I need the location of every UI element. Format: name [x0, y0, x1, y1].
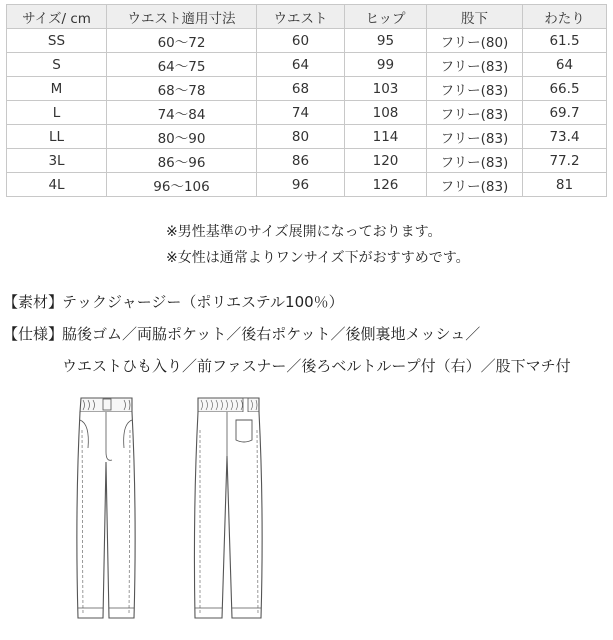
cell-hip: 103 [345, 77, 427, 101]
spec-label: 【仕様】 [3, 325, 64, 343]
cell-waist: 68 [257, 77, 345, 101]
table-row [7, 173, 607, 197]
cell-size: M [7, 77, 107, 101]
header-waist: ウエスト [257, 5, 345, 29]
table-row [7, 125, 607, 149]
cell-hip: 95 [345, 29, 427, 53]
cell-waist-range: 96〜106 [107, 173, 257, 197]
cell-inseam: フリー(83) [427, 125, 523, 149]
spec-text-1: 脇後ゴム／両脇ポケット／後右ポケット／後側裏地メッシュ／ [62, 325, 481, 343]
cell-waist: 64 [257, 53, 345, 77]
spec-line-1 [3, 323, 480, 344]
header-inseam: 股下 [427, 5, 523, 29]
size-table [6, 4, 607, 197]
cell-inseam: フリー(83) [427, 149, 523, 173]
cell-size: LL [7, 125, 107, 149]
table-row [7, 53, 607, 77]
cell-waist: 96 [257, 173, 345, 197]
cell-hip: 126 [345, 173, 427, 197]
cell-waist-range: 86〜96 [107, 149, 257, 173]
cell-inseam: フリー(83) [427, 77, 523, 101]
cell-thigh: 81 [523, 173, 607, 197]
table-row [7, 77, 607, 101]
cell-inseam: フリー(83) [427, 101, 523, 125]
cell-inseam: フリー(83) [427, 53, 523, 77]
table-body [7, 29, 607, 197]
cell-thigh: 69.7 [523, 101, 607, 125]
cell-size: 4L [7, 173, 107, 197]
pants-drawing [66, 390, 286, 630]
cell-size: SS [7, 29, 107, 53]
size-note-men: ※男性基準のサイズ展開になっております。 [166, 224, 442, 240]
cell-hip: 108 [345, 101, 427, 125]
cell-hip: 99 [345, 53, 427, 77]
material-label: 【素材】 [3, 293, 64, 311]
cell-thigh: 64 [523, 53, 607, 77]
cell-size: 3L [7, 149, 107, 173]
cell-hip: 114 [345, 125, 427, 149]
header-hip: ヒップ [345, 5, 427, 29]
cell-waist-range: 80〜90 [107, 125, 257, 149]
cell-inseam: フリー(83) [427, 173, 523, 197]
header-thigh: わたり [523, 5, 607, 29]
cell-size: S [7, 53, 107, 77]
spec-line-2: ウエストひも入り／前ファスナー／後ろベルトループ付（右）／股下マチ付 [62, 357, 571, 375]
cell-waist: 74 [257, 101, 345, 125]
cell-size: L [7, 101, 107, 125]
table-row [7, 149, 607, 173]
pants-front-icon [77, 398, 135, 618]
pants-back-icon [194, 398, 262, 618]
table-row [7, 101, 607, 125]
cell-thigh: 73.4 [523, 125, 607, 149]
cell-waist: 80 [257, 125, 345, 149]
material-line [3, 291, 344, 312]
cell-thigh: 66.5 [523, 77, 607, 101]
material-text: テックジャージー（ポリエステル100％） [62, 293, 344, 311]
cell-waist: 60 [257, 29, 345, 53]
header-size: サイズ/ cm [7, 5, 107, 29]
cell-waist-range: 68〜78 [107, 77, 257, 101]
cell-waist: 86 [257, 149, 345, 173]
cell-waist-range: 60〜72 [107, 29, 257, 53]
size-note-women: ※女性は通常よりワンサイズ下がおすすめです。 [166, 250, 470, 266]
cell-hip: 120 [345, 149, 427, 173]
cell-thigh: 77.2 [523, 149, 607, 173]
cell-waist-range: 64〜75 [107, 53, 257, 77]
cell-waist-range: 74〜84 [107, 101, 257, 125]
cell-thigh: 61.5 [523, 29, 607, 53]
table-header-row [7, 5, 607, 29]
header-waist-range: ウエスト適用寸法 [107, 5, 257, 29]
table-row [7, 29, 607, 53]
cell-inseam: フリー(80) [427, 29, 523, 53]
